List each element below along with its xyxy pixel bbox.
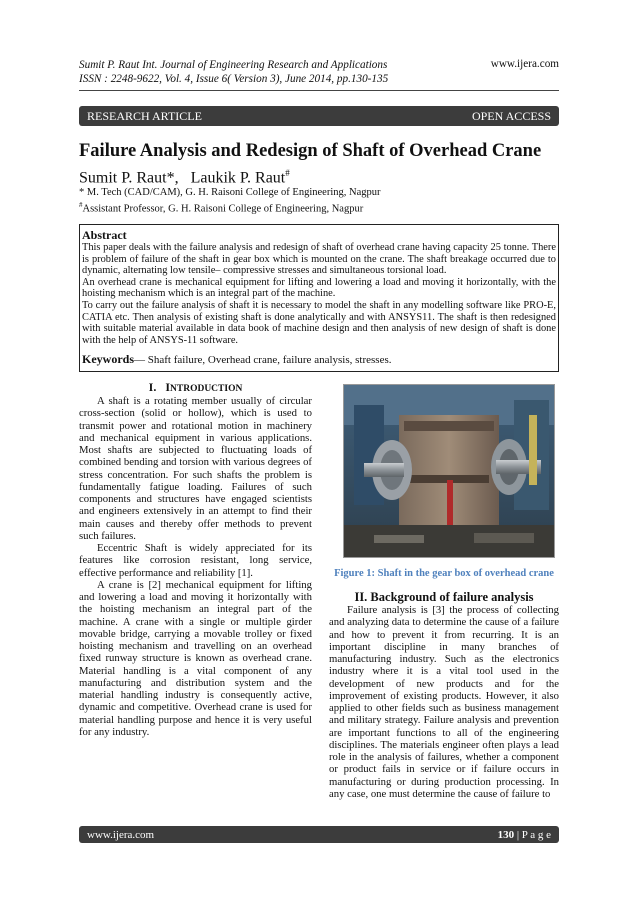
page-number: 130 — [497, 828, 515, 841]
keywords — [82, 352, 392, 367]
page-label: | P a g e — [516, 828, 551, 841]
footer-page-info — [498, 829, 551, 841]
paper-title: Failure Analysis and Redesign of Shaft of Overhead Crane — [79, 141, 542, 161]
affiliation-2-mark: # — [79, 201, 83, 209]
footer-website-link[interactable]: www.ijera.com — [87, 828, 155, 841]
body-paragraph: A shaft is a rotating member usually of circular cross-section (solid or hollow), which is used to transmit power and rotational motion in machinery and mechanical equipment in various applications. Most shafts are subjected to fluctuating loads of combined bending and torsion with various degrees of stress concentration. For such shafts the problem is fundamentally fatigue loading. Failures of such components and structures have engaged scientists and engineers extensively in an attempt to find their main causes and thereby offer methods to prevent such failures. — [79, 395, 312, 542]
gearbox-shaft-photo — [343, 384, 555, 558]
abstract-heading: Abstract — [82, 228, 127, 242]
section-1-heading: I. INTRODUCTION — [148, 380, 243, 394]
body-paragraph: A crane is [2] mechanical equipment for lifting and lowering a load and moving it horizontally with the hoisting mechanism an integral part of the machine. A crane with a single or multiple girder movable bridge, carrying a movable trolley or fixed hoisting mechanism and travelling on an overhead fixed runway structure is known as overhead crane. Material handling is a vital component of any manufacturing and distribution system and the material handling industry is consequently active, dynamic and competitive. Overhead crane is used for material handling purpose and hence it is very useful for any industry. — [79, 578, 312, 738]
journal-citation: Sumit P. Raut Int. Journal of Engineering Research and Applications — [79, 59, 388, 71]
journal-header — [79, 58, 388, 86]
journal-issn: ISSN : 2248-9622, Vol. 4, Issue 6( Version 3), June 2014, pp.130-135 — [79, 73, 389, 85]
research-article-label: RESEARCH ARTICLE — [87, 108, 202, 123]
affiliation-1: * M. Tech (CAD/CAM), G. H. Raisoni College of Engineering, Nagpur — [79, 187, 381, 198]
header-website-link[interactable]: www.ijera.com — [490, 58, 559, 70]
article-type-banner — [79, 106, 559, 126]
abstract-paragraph: To carry out the failure analysis of shaft it is necessary to model the shaft in any modelling software like PRO-E, CATIA etc. Then analysis of existing shaft is done analytically and with ANSYS11. The shaft is then redesigned with suitable material available in data book of machine design and then analysis of new design of shaft is done with the help of ANSYS-11 software. — [82, 299, 556, 346]
author-2-mark: # — [285, 168, 290, 178]
abstract-paragraph: An overhead crane is mechanical equipment for lifting and lowering a load and moving it horizontally, with the hoisting mechanism which is an integral part of the machine. — [82, 276, 556, 300]
section-1-body — [79, 395, 312, 738]
figure-caption: Figure 1: Shaft in the gear box of overhead crane — [334, 568, 554, 579]
author-1: Sumit P. Raut*, — [79, 169, 179, 187]
page-footer — [79, 826, 559, 843]
header-divider — [79, 90, 559, 91]
keywords-list: — Shaft failure, Overhead crane, failure analysis, stresses. — [134, 354, 392, 366]
body-paragraph: Eccentric Shaft is widely appreciated for its features like corrosion resistant, long service, effective performance and reliability [1]. — [79, 542, 312, 579]
abstract-paragraph: This paper deals with the failure analysis and redesign of shaft of overhead crane having capacity 25 tonne. There is problem of failure of the shaft in gear box which is mounted on the crane. The shaft breakage occurred due to dynamic, alternating low tensile– compressive stresses and simultaneous torsional load. — [82, 242, 556, 277]
affiliation-2: #Assistant Professor, G. H. Raisoni College of Engineering, Nagpur — [79, 201, 364, 215]
section-2-body — [329, 604, 559, 800]
keywords-label: Keywords — [82, 352, 134, 366]
open-access-label: OPEN ACCESS — [471, 108, 551, 123]
section-2-heading: II. Background of failure analysis — [354, 590, 534, 604]
author-2: Laukik P. Raut — [190, 169, 286, 187]
body-paragraph: Failure analysis is [3] the process of collecting and analyzing data to determine the cause of a failure and how to prevent it from recurring. It is an important discipline in many branches of manufacturing industry. Such as the electronics industry where it is a vital tool used in the development of new products and for the improvement of existing products. However, it also applied to other fields such as business management and military strategy. Failure analysis and prevention are important functions to all of the engineering disciplines. The materials engineer often plays a lead role in the analysis of failures, whether a component or product fails in service or if failure occurs in manufacturing or during production processing. In any case, one must determine the cause of failure to — [329, 604, 559, 800]
author-list — [79, 168, 290, 187]
abstract-text — [82, 242, 556, 346]
